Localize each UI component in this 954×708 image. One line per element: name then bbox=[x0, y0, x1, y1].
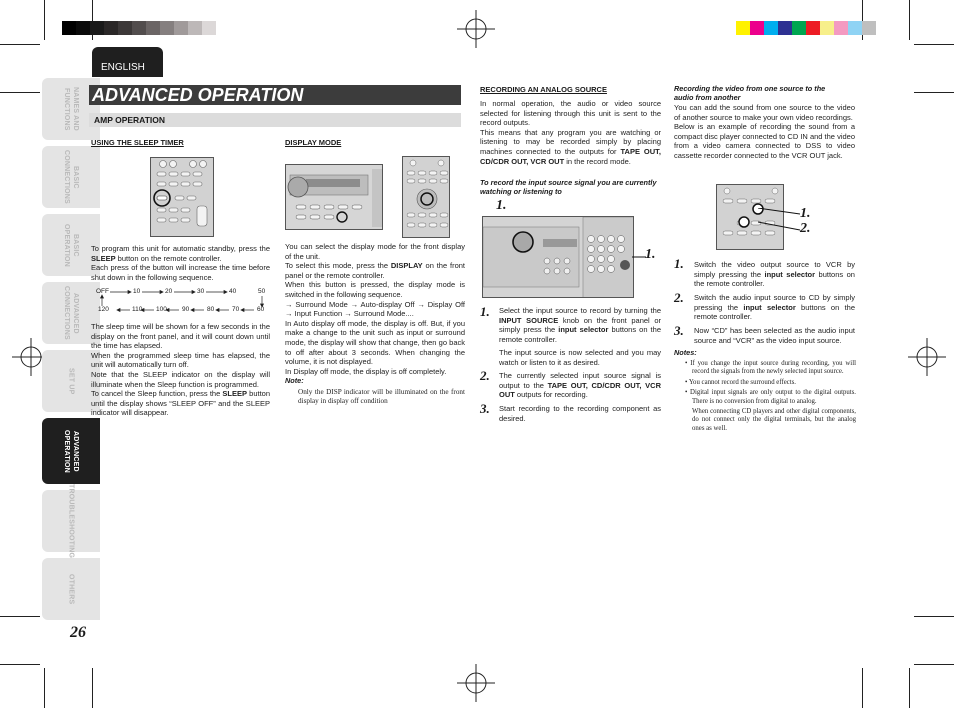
display-note-text: Only the DISP indicator will be illuminated on the front display in display off condition bbox=[298, 388, 465, 405]
remote-control-sleep-image bbox=[150, 157, 214, 237]
side-tab-basic-operation[interactable]: BASIC OPERATION bbox=[42, 214, 100, 276]
va-step1-number: 1. bbox=[674, 256, 684, 271]
rec-step2-text: The currently selected input source signal is output to the TAPE OUT, CD/CDR OUT, VCR OUT outputs for recording. bbox=[499, 371, 661, 400]
rec-step1-text: Select the input source to record by turning the INPUT SOURCE knob on the front panel or simply press the input selector buttons on the remote controller. bbox=[499, 306, 662, 344]
registration-mark-icon bbox=[457, 10, 495, 48]
side-tab-basic-connections[interactable]: BASIC CONNECTIONS bbox=[42, 146, 100, 208]
side-tab-others[interactable]: OTHERS bbox=[42, 558, 100, 620]
registration-mark-icon bbox=[457, 664, 495, 702]
callout-step1-vcr: 1. bbox=[800, 206, 811, 221]
va-step3-text: Now “CD” has been selected as the audio input source and “VCR” as the video input source. bbox=[694, 326, 855, 345]
sleep-intro-text: To program this unit for automatic standby, press the SLEEP button on the remote controller. Each press of the button will increase the time before shut down in the following sequence. bbox=[91, 244, 270, 282]
display-mode-heading: DISPLAY MODE bbox=[285, 138, 342, 147]
rec-step3-number: 3. bbox=[480, 401, 490, 416]
remote-display-image bbox=[402, 156, 450, 238]
note-item: • Digital input signals are only output to the digital outputs. There is no conversion from digital to analog. bbox=[685, 389, 856, 405]
note-item: When connecting CD players and other digital components, do not connect only the digital terminals, but the analog ones as well. bbox=[692, 408, 856, 432]
language-tab: ENGLISH bbox=[92, 47, 163, 77]
note-item: • If you change the input source during recording, you will record the signals from the newly selected input source. bbox=[685, 360, 856, 376]
grayscale-calibration-bar bbox=[62, 21, 216, 35]
callout-line-icon bbox=[632, 254, 646, 260]
registration-mark-icon bbox=[908, 338, 946, 376]
rec-step3-text: Start recording to the recording component as desired. bbox=[499, 404, 661, 423]
sleep-sequence-diagram: OFF 10 20 30 40 50 120 110 100 90 80 70 60 bbox=[96, 288, 268, 316]
recording-intro-text: In normal operation, the audio or video source selected for listening through this unit is sent to the record outputs. This means that any program you are watching or listening to may be recorded simply by placing machines connected to the outputs for TAPE OUT, CD/CDR OUT, VCR OUT in the record mode. bbox=[480, 99, 661, 166]
recording-panel-image bbox=[482, 216, 634, 298]
va-step3-number: 3. bbox=[674, 323, 684, 338]
notes-list bbox=[684, 360, 856, 433]
remote-control-icon bbox=[403, 157, 450, 238]
recording-analog-heading: RECORDING AN ANALOG SOURCE bbox=[480, 85, 607, 94]
record-current-source-heading: To record the input source signal you are currently watching or listening to bbox=[480, 178, 657, 197]
va-step2-number: 2. bbox=[674, 290, 684, 305]
callout-step1-remote: 1. bbox=[645, 247, 656, 262]
side-tab-names-and-functions[interactable]: NAMES AND FUNCTIONS bbox=[42, 78, 100, 140]
note-item: • You cannot record the surround effects. bbox=[685, 378, 796, 386]
rec-step1-extra-text: The input source is now selected and you may watch or listen to it as desired. bbox=[499, 348, 661, 367]
callout-step2-cd: 2. bbox=[800, 221, 811, 236]
side-tab-troubleshooting[interactable]: TROUBLESHOOTING bbox=[42, 490, 100, 552]
page-title: ADVANCED OPERATION bbox=[89, 85, 461, 105]
video-audio-intro-text: You can add the sound from one source to the video of another source to make your own video recordings. Below is an example of recording the sound from a compact disc player connected to CD IN and the video from a video camera connected to DSS to video cassette recorder connected to the VCR OUT jack. bbox=[674, 103, 855, 160]
receiver-and-remote-icon bbox=[483, 217, 634, 298]
section-title: AMP OPERATION bbox=[89, 113, 461, 127]
va-step1-text: Switch the video output source to VCR by simply pressing the input selector buttons on the remote controller. bbox=[694, 260, 855, 289]
color-calibration-bar bbox=[736, 21, 876, 35]
side-tab-set-up[interactable]: SET UP bbox=[42, 350, 100, 412]
remote-control-icon bbox=[151, 158, 214, 237]
video-audio-recording-heading: Recording the video from one source to the audio from another bbox=[674, 84, 826, 103]
display-note-label: Note: bbox=[285, 376, 304, 385]
notes-label: Notes: bbox=[674, 348, 697, 357]
callout-step1-knob: 1. bbox=[496, 198, 507, 213]
sleep-details-text: The sleep time will be shown for a few seconds in the display on the front panel, and it will count down until the time has elapsed. When the programmed sleep time has elapsed, the unit will automatically turn off. Note that the SLEEP indicator on the display will illuminate when the Sleep function is programmed. To cancel the Sleep function, press the SLEEP button until the display shows “SLEEP OFF” and the SLEEP indicator will disappear. bbox=[91, 322, 271, 418]
page-number: 26 bbox=[70, 624, 86, 641]
va-step2-text: Switch the audio input source to CD by simply pressing the input selector buttons on the remote controller. bbox=[694, 293, 855, 322]
rec-step1-number: 1. bbox=[480, 304, 490, 319]
front-panel-display-image bbox=[285, 164, 383, 230]
rec-step2-number: 2. bbox=[480, 368, 490, 383]
side-tab-advanced-connections[interactable]: ADVANCED CONNECTIONS bbox=[42, 282, 100, 344]
sleep-timer-heading: USING THE SLEEP TIMER bbox=[91, 138, 184, 147]
receiver-front-panel-icon bbox=[286, 165, 383, 230]
display-mode-text: You can select the display mode for the front display of the unit. To select this mode, press the DISPLAY on the front panel or the remote controller. When this button is pressed, the display mode is switched in the following sequence. → Surround Mode → Auto-display Off → Display Off → Input Function → Surround Mode.... In Auto display off mode, the display is off. But, if you make a change to the unit such as input or surround mode, the display will show that change, then go back to off after about 3 seconds. When changing the volume, it is not displayed. In Display off mode, the display is off completely. bbox=[285, 242, 465, 376]
side-tab-advanced-operation[interactable]: ADVANCED OPERATION bbox=[42, 418, 100, 484]
callout-lines-icon bbox=[758, 208, 802, 234]
